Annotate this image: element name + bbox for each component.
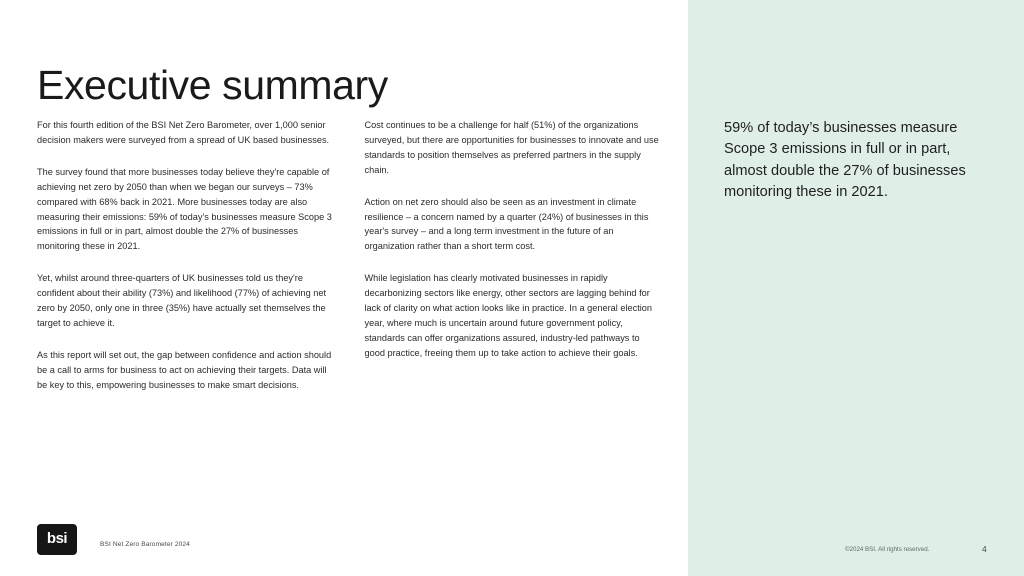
footer-document-label: BSI Net Zero Barometer 2024 (100, 541, 190, 548)
highlight-panel (688, 0, 1024, 576)
bsi-logo (37, 524, 77, 555)
paragraph: For this fourth edition of the BSI Net Zero Barometer, over 1,000 senior decision makers were surveyed from a spread of UK based businesses. (37, 120, 330, 145)
footer-copyright: ©2024 BSI. All rights reserved. (845, 546, 930, 553)
body-column-right (365, 118, 663, 393)
body-columns (37, 118, 662, 393)
paragraph: As this report will set out, the gap between confidence and action should be a call to arms for business to act on achieving their targets. Data will be key to this, empowering businesses to make smart decisions. (37, 349, 332, 390)
callout-statistic: 59% of today’s businesses measure Scope 3 emissions in full or in part, almost double the 27% of businesses monitoring these in 2021. (724, 120, 966, 201)
body-column-left (37, 118, 335, 393)
paragraph: Action on net zero should also be seen as an investment in climate resilience – a concern named by a quarter (24%) of businesses in this year's survey – and a long term investment in the future of an organization rather than a short term cost. (364, 196, 649, 252)
paragraph: Yet, whilst around three-quarters of UK businesses told us they're confident about their ability (73%) and likelihood (77%) of achieving net zero by 2050, only one in three (35%) have actually set themselves the target to achieve it. (37, 273, 327, 328)
footer-page-number: 4 (982, 544, 987, 554)
paragraph: Cost continues to be a challenge for half (51%) of the organizations surveyed, but there are opportunities for businesses to innovate and use standards to position themselves as preferred partners in the supply chain. (364, 120, 659, 175)
paragraph: The survey found that more businesses today believe they're capable of achieving net zero by 2050 than when we began our surveys – 73% compared with 68% back in 2021. More businesses today are also measuring their emissions: 59% of today's businesses measure Scope 3 emissions in full or in part, almost double the 27% of businesses monitoring these in 2021. (37, 166, 332, 252)
page-title: Executive summary (37, 62, 388, 109)
bsi-logo-text: bsi (46, 530, 68, 547)
paragraph: While legislation has clearly motivated businesses in rapidly decarbonizing sectors like energy, other sectors are lagging behind for lack of clarity on what action looks like in practice. In a general election year, where much is uncertain around future government policy, standards can offer organizations assured, industry-led pathways to good practice, freeing them up to take action to achieve their goals. (364, 273, 653, 358)
